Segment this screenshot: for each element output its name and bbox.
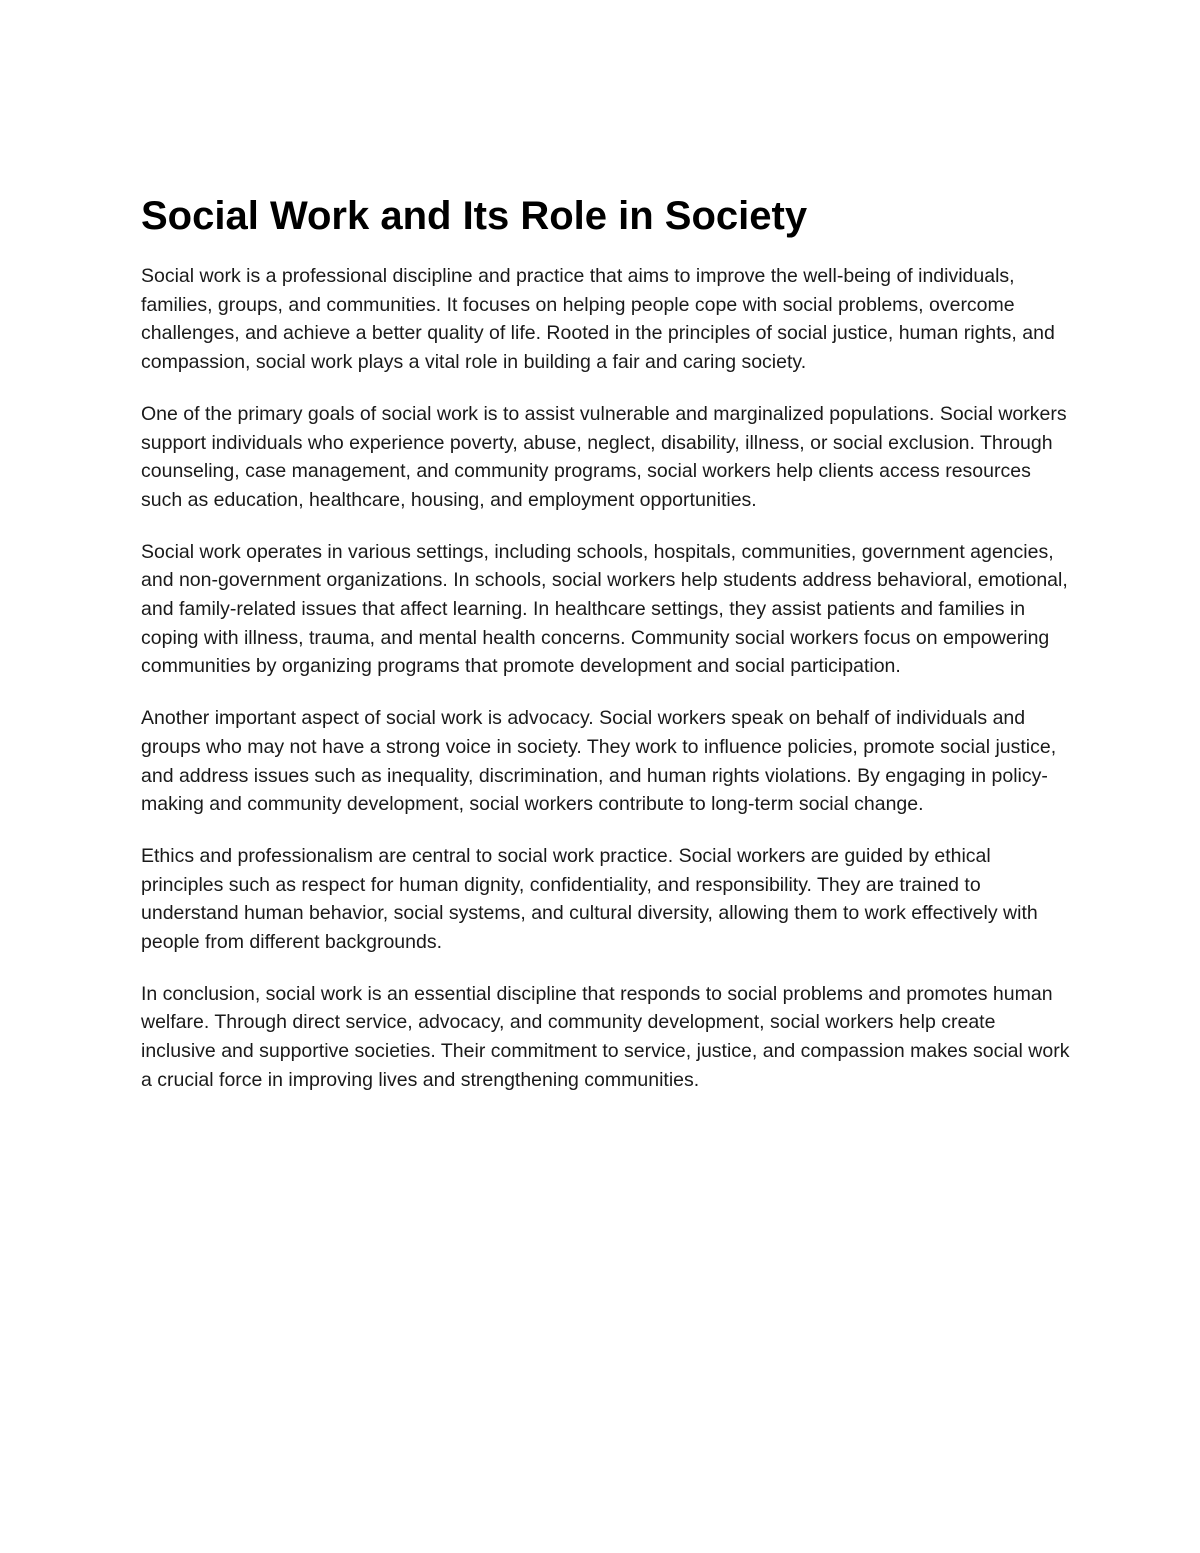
paragraph-goals: One of the primary goals of social work is to assist vulnerable and marginalized populations. Social workers support individuals who experience poverty, abuse, neglect, disability, illness, or social exclusion. Through counseling, case management, and community programs, social workers help clients access resources such as education, healthcare, housing, and employment opportunities. — [141, 402, 1067, 511]
paragraph-advocacy: Another important aspect of social work is advocacy. Social workers speak on behalf of individuals and groups who may not have a strong voice in society. They work to influence policies, promote social justice, and address issues such as inequality, discrimination, and human rights violations. By engaging in policy-making and community development, social workers contribute to long-term social change. — [141, 707, 1057, 816]
document-body — [141, 190, 1071, 1118]
paragraph-conclusion: In conclusion, social work is an essential discipline that responds to social problems and promotes human welfare. Through direct service, advocacy, and community development, social workers help create inclusive and supportive societies. Their commitment to service, justice, and compassion makes social work a crucial force in improving lives and strengthening communities. — [141, 982, 1070, 1091]
page-title: Social Work and Its Role in Society — [141, 194, 808, 238]
paragraph-intro: Social work is a professional discipline and practice that aims to improve the well-being of individuals, families, groups, and communities. It focuses on helping people cope with social problems, overcome challenges, and achieve a better quality of life. Rooted in the principles of social justice, human rights, and compassion, social work plays a vital role in building a fair and caring society. — [141, 265, 1055, 374]
paragraph-ethics: Ethics and professionalism are central to social work practice. Social workers are guided by ethical principles such as respect for human dignity, confidentiality, and responsibility. They are trained to understand human behavior, social systems, and cultural diversity, allowing them to work effectively with people from different backgrounds. — [141, 844, 1038, 954]
paragraph-settings: Social work operates in various settings, including schools, hospitals, communities, government agencies, and non-government organizations. In schools, social workers help students address behavioral, emotional, and family-related issues that affect learning. In healthcare settings, they assist patients and families in coping with illness, trauma, and mental health concerns. Community social workers focus on empowering communities by organizing programs that promote development and social participation. — [141, 540, 1068, 678]
